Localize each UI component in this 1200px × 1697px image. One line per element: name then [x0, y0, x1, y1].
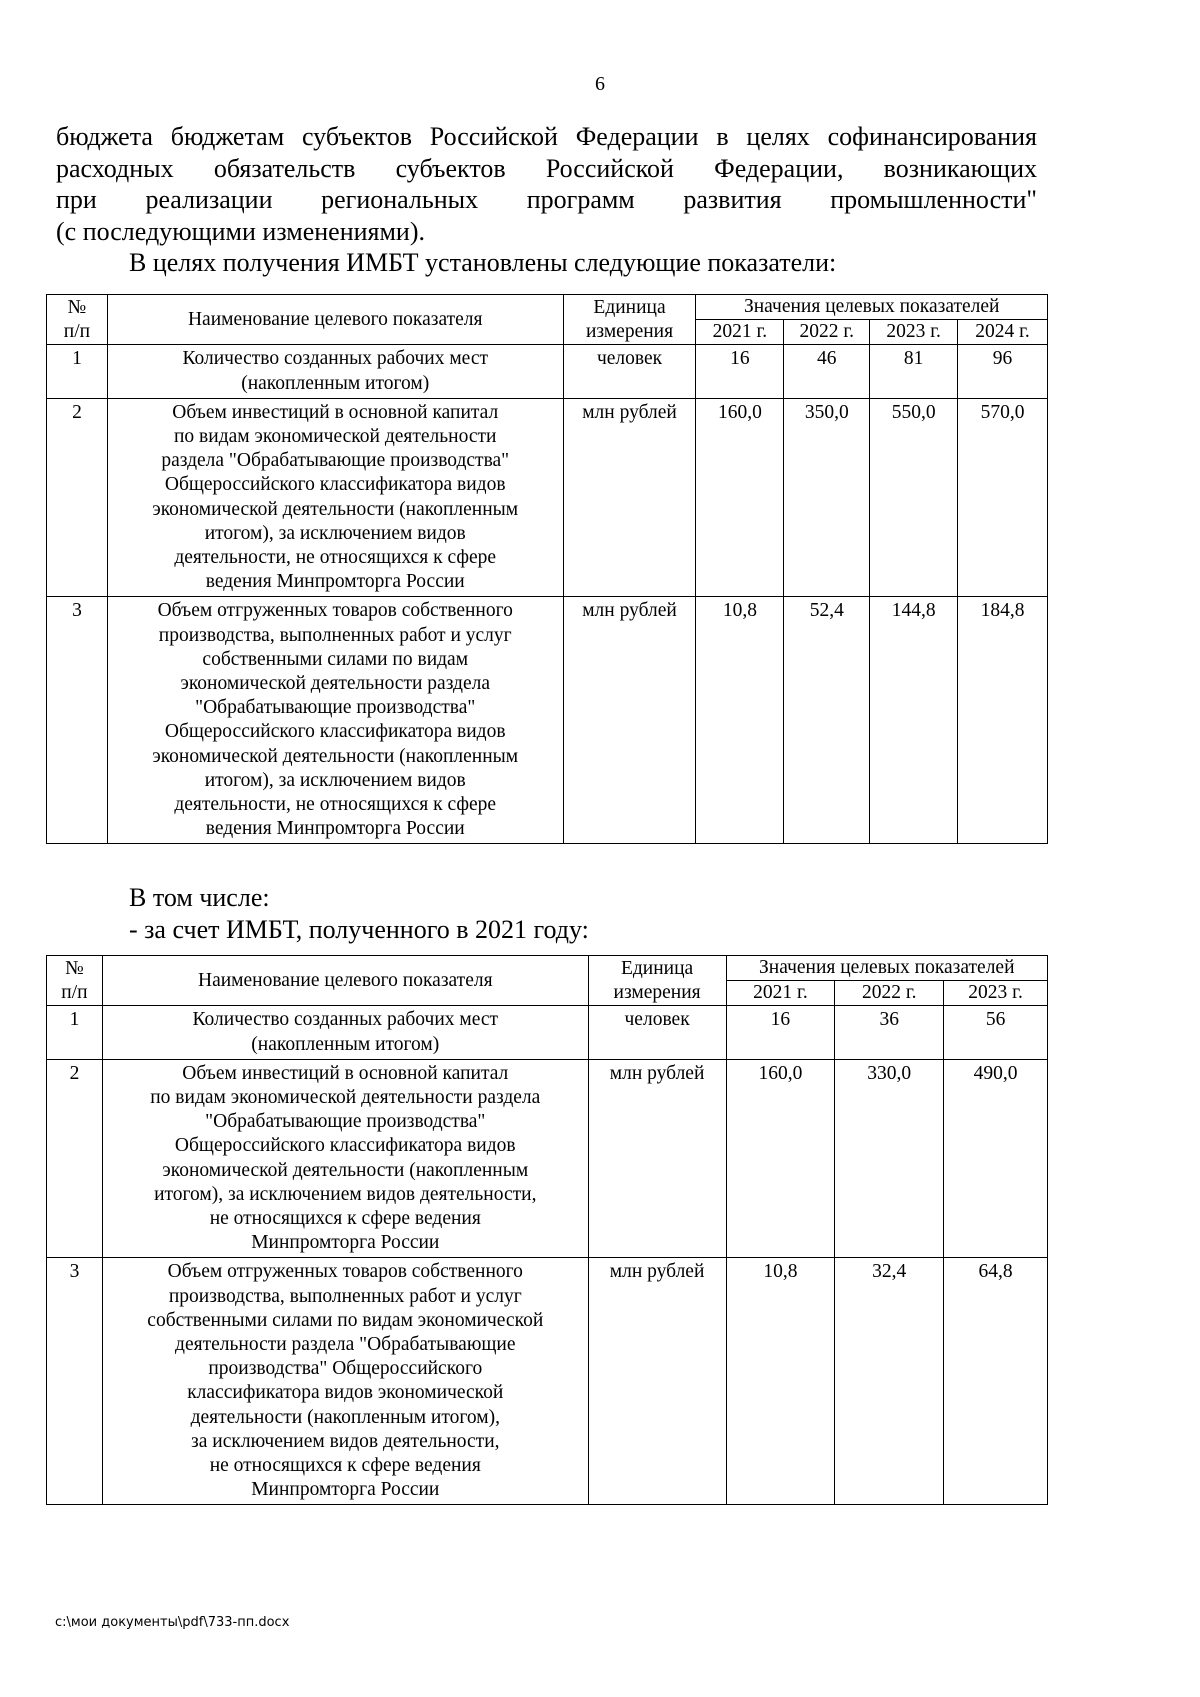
intro-paragraph — [56, 121, 1037, 247]
value-cell: 330,0 — [835, 1059, 944, 1258]
column-header-year: 2024 г. — [958, 320, 1048, 345]
intro-line: бюджета бюджетам субъектов Российской Федерации в целях софинансирования — [56, 122, 1037, 151]
value-cell: 550,0 — [870, 398, 958, 597]
column-header-values-group: Значения целевых показателей — [726, 956, 1047, 981]
indicator-name: Объем инвестиций в основной капитал по видам экономической деятельности раздела "Обрабатывающие производства" Общероссийского классификатора видов экономической деятельности (накопленным итогом), за исключением видов деятельности, не относящихся к сфере ведения Минпромторга России — [107, 398, 563, 597]
document-file-path: c:\мои документы\pdf\733-пп.docx — [55, 1615, 290, 1630]
value-cell: 10,8 — [726, 1258, 835, 1505]
column-header-values-group: Значения целевых показателей — [696, 295, 1048, 320]
row-number: 3 — [47, 597, 108, 844]
row-number: 2 — [47, 398, 108, 597]
table-row — [47, 1059, 1048, 1258]
intro-line: при реализации региональных программ развития промышленности" — [56, 185, 1037, 214]
indicator-name: Объем отгруженных товаров собственного производства, выполненных работ и услуг собственными силами по видам экономической деятельности раздела "Обрабатывающие производства" Общероссийского классификатора видов экономической деятельности (накопленным итогом), за исключением видов деятельности, не относящихся к сфере ведения Минпромторга России — [107, 597, 563, 844]
value-cell: 490,0 — [944, 1059, 1048, 1258]
indicator-name: Количество созданных рабочих мест (накопленным итогом) — [102, 1006, 588, 1059]
value-cell: 64,8 — [944, 1258, 1048, 1505]
indicators-intro: В целях получения ИМБТ установлены следующие показатели: — [129, 248, 837, 277]
intro-line: (с последующими изменениями). — [56, 216, 426, 246]
table-row — [47, 1258, 1048, 1505]
table-row — [47, 398, 1048, 597]
intro-line: расходных обязательств субъектов Российской Федерации, возникающих — [56, 153, 1037, 183]
value-cell: 81 — [870, 345, 958, 398]
row-number: 3 — [47, 1258, 103, 1505]
unit-cell: млн рублей — [588, 1059, 726, 1258]
value-cell: 10,8 — [696, 597, 784, 844]
column-header-year: 2022 г. — [784, 320, 870, 345]
value-cell: 16 — [726, 1006, 835, 1059]
value-cell: 52,4 — [784, 597, 870, 844]
value-cell: 160,0 — [726, 1059, 835, 1258]
value-cell: 570,0 — [958, 398, 1048, 597]
table-header-row — [47, 295, 1048, 320]
value-cell: 46 — [784, 345, 870, 398]
value-cell: 160,0 — [696, 398, 784, 597]
column-header-name: Наименование целевого показателя — [107, 295, 563, 345]
value-cell: 36 — [835, 1006, 944, 1059]
unit-cell: млн рублей — [563, 398, 696, 597]
value-cell: 96 — [958, 345, 1048, 398]
value-cell: 144,8 — [870, 597, 958, 844]
row-number: 1 — [47, 1006, 103, 1059]
page-number: 6 — [595, 73, 605, 95]
table-header-row — [47, 956, 1048, 981]
indicators-table-1 — [46, 294, 1048, 844]
column-header-year: 2021 г. — [696, 320, 784, 345]
indicator-name: Количество созданных рабочих мест (накопленным итогом) — [107, 345, 563, 398]
value-cell: 184,8 — [958, 597, 1048, 844]
indicator-name: Объем отгруженных товаров собственного производства, выполненных работ и услуг собственными силами по видам экономической деятельности раздела "Обрабатывающие производства" Общероссийского классификатора видов экономической деятельности (накопленным итогом), за исключением видов деятельности, не относящихся к сфере ведения Минпромторга России — [102, 1258, 588, 1505]
unit-cell: человек — [563, 345, 696, 398]
column-header-year: 2021 г. — [726, 981, 835, 1006]
column-header-name: Наименование целевого показателя — [102, 956, 588, 1006]
table-row — [47, 1006, 1048, 1059]
column-header-year: 2023 г. — [870, 320, 958, 345]
row-number: 2 — [47, 1059, 103, 1258]
unit-cell: человек — [588, 1006, 726, 1059]
funding-2021-label: - за счет ИМБТ, полученного в 2021 году: — [129, 915, 589, 944]
table-row — [47, 597, 1048, 844]
value-cell: 350,0 — [784, 398, 870, 597]
value-cell: 32,4 — [835, 1258, 944, 1505]
value-cell: 56 — [944, 1006, 1048, 1059]
column-header-number: № п/п — [47, 295, 108, 345]
column-header-year: 2023 г. — [944, 981, 1048, 1006]
table-row — [47, 345, 1048, 398]
column-header-unit: Единица измерения — [588, 956, 726, 1006]
column-header-number: № п/п — [47, 956, 103, 1006]
unit-cell: млн рублей — [588, 1258, 726, 1505]
indicators-table-2 — [46, 955, 1048, 1505]
column-header-year: 2022 г. — [835, 981, 944, 1006]
including-label: В том числе: — [129, 883, 270, 912]
unit-cell: млн рублей — [563, 597, 696, 844]
row-number: 1 — [47, 345, 108, 398]
column-header-unit: Единица измерения — [563, 295, 696, 345]
value-cell: 16 — [696, 345, 784, 398]
indicator-name: Объем инвестиций в основной капитал по видам экономической деятельности раздела "Обрабатывающие производства" Общероссийского классификатора видов экономической деятельности (накопленным итогом), за исключением видов деятельности, не относящихся к сфере ведения Минпромторга России — [102, 1059, 588, 1258]
